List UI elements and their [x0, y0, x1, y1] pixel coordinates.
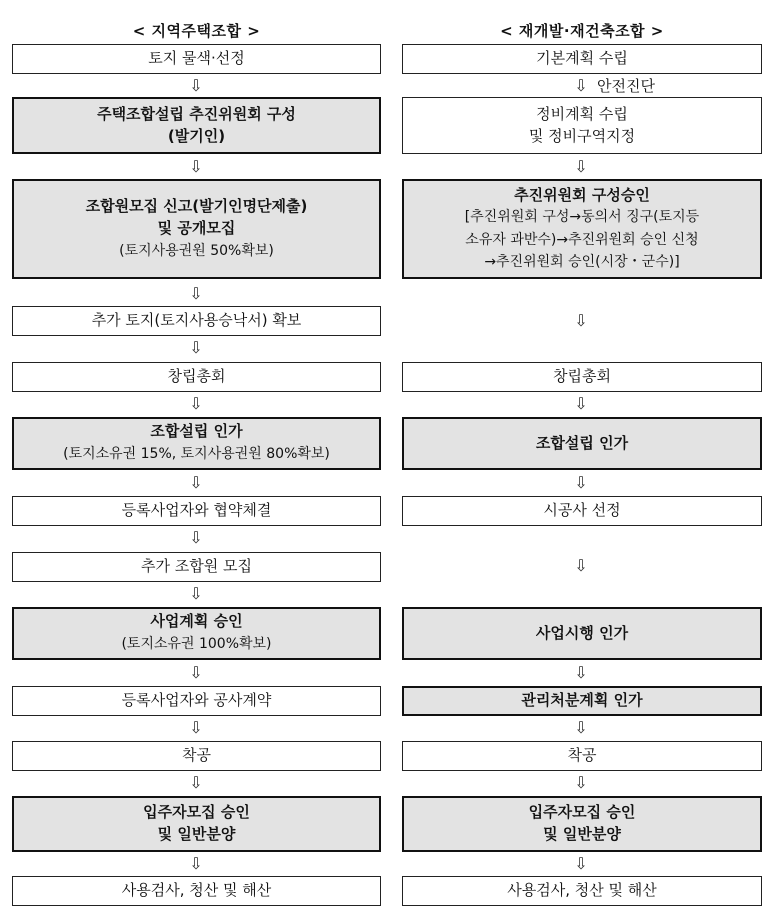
down-arrow-icon: ⇩ [574, 473, 588, 492]
step-label: 창립총회 [167, 367, 226, 386]
right-step-union-approval [402, 417, 762, 470]
down-arrow-icon: ⇩ [574, 556, 588, 575]
step-label: 추가 토지(토지사용승낙서) 확보 [91, 311, 302, 330]
step-label: 기본계획 수립 [536, 49, 628, 68]
step-label: 창립총회 [553, 367, 611, 386]
left-step-business-agreement [12, 496, 381, 526]
down-arrow-icon: ⇩ [189, 76, 203, 95]
down-arrow-icon: ⇩ [189, 663, 203, 682]
left-step-founding-meeting [12, 362, 381, 392]
step-label: 사용검사, 청산 및 해산 [121, 881, 272, 900]
down-arrow-icon: ⇩ [574, 718, 588, 737]
left-step-land-selection [12, 44, 381, 74]
step-title: 추진위원회 구성승인 [514, 185, 650, 204]
step-title: 사업시행 인가 [535, 623, 629, 642]
left-step-construction-contract [12, 686, 381, 716]
down-arrow-icon: ⇩ [574, 394, 588, 413]
step-label: 착공 [182, 746, 211, 765]
step-title: 조합원모집 신고(발기인명단제출) [85, 197, 308, 216]
step-label: 시공사 선정 [543, 501, 621, 520]
right-column-header: < 재개발·재건축조합 > [500, 22, 664, 40]
down-arrow-icon: ⇩ [189, 773, 203, 792]
right-step-committee-approval [402, 179, 762, 279]
right-step-basic-plan [402, 44, 762, 74]
step-label: 추가 조합원 모집 [141, 557, 252, 576]
down-arrow-icon: ⇩ [574, 76, 588, 95]
right-step-contractor-selection [402, 496, 762, 526]
left-step-additional-land [12, 306, 381, 336]
step-label: 사용검사, 청산 및 해산 [507, 881, 657, 900]
step-title: 조합설립 인가 [535, 433, 629, 452]
left-step-groundbreaking [12, 741, 381, 771]
left-step-business-plan-approval [12, 607, 381, 660]
down-arrow-icon: ⇩ [574, 854, 588, 873]
step-note: (토지소유권 15%, 토지사용권원 80%확보) [63, 446, 330, 463]
step-note: →추진위원회 승인(시장・군수)] [484, 254, 680, 271]
left-column-header: < 지역주택조합 > [132, 22, 261, 40]
step-label: 토지 물색·선정 [148, 49, 245, 68]
step-title: 입주자모집 승인 [143, 803, 250, 822]
step-label: 정비계획 수립 [536, 104, 628, 123]
step-subtitle: (발기인) [167, 126, 226, 145]
step-note: 소유자 과반수)→추진위원회 승인 신청 [465, 231, 699, 248]
right-step-groundbreaking [402, 741, 762, 771]
right-step-maintenance-plan [402, 97, 762, 154]
right-step-founding-meeting [402, 362, 762, 392]
right-step-occupant-recruitment [402, 796, 762, 852]
down-arrow-icon: ⇩ [574, 157, 588, 176]
down-arrow-icon: ⇩ [189, 473, 203, 492]
step-title-line2: 및 일반분양 [157, 825, 236, 843]
step-title: 조합설립 인가 [150, 422, 243, 441]
left-step-union-approval [12, 417, 381, 470]
down-arrow-icon: ⇩ [574, 663, 588, 682]
left-step-occupant-recruitment [12, 796, 381, 852]
step-note: (토지사용권원 50%확보) [119, 242, 274, 259]
left-step-member-recruitment [12, 179, 381, 279]
down-arrow-icon: ⇩ [189, 528, 203, 547]
down-arrow-icon: ⇩ [189, 718, 203, 737]
step-label-line2: 및 정비구역지정 [528, 126, 636, 145]
down-arrow-icon: ⇩ [189, 854, 203, 873]
down-arrow-icon: ⇩ [189, 284, 203, 303]
down-arrow-icon: ⇩ [189, 394, 203, 413]
step-label: 등록사업자와 공사계약 [121, 691, 272, 710]
step-title: 입주자모집 승인 [528, 803, 636, 822]
step-title: 사업계획 승인 [150, 612, 243, 631]
down-arrow-icon: ⇩ [189, 584, 203, 603]
step-title-line2: 및 공개모집 [157, 218, 236, 237]
step-label: 착공 [567, 746, 597, 765]
right-step-project-implementation-approval [402, 607, 762, 660]
step-note: (토지소유권 100%확보) [121, 636, 272, 653]
right-step-final-inspection [402, 876, 762, 906]
step-label: 등록사업자와 협약체결 [121, 501, 272, 520]
down-arrow-icon: ⇩ [189, 157, 203, 176]
step-title-line2: 및 일반분양 [543, 825, 621, 843]
step-note: [추진위원회 구성→동의서 징구(토지등 [464, 209, 700, 226]
left-step-final-inspection [12, 876, 381, 906]
down-arrow-icon: ⇩ [574, 773, 588, 792]
step-title: 관리처분계획 인가 [521, 691, 643, 710]
left-step-additional-members [12, 552, 381, 582]
left-step-promotion-committee [12, 97, 381, 154]
down-arrow-icon: ⇩ [189, 338, 203, 357]
right-step-management-disposal-approval [402, 686, 762, 716]
down-arrow-icon: ⇩ [574, 311, 588, 330]
safety-inspection-label: 안전진단 [597, 77, 655, 95]
step-title: 주택조합설립 추진위원회 구성 [97, 104, 296, 123]
